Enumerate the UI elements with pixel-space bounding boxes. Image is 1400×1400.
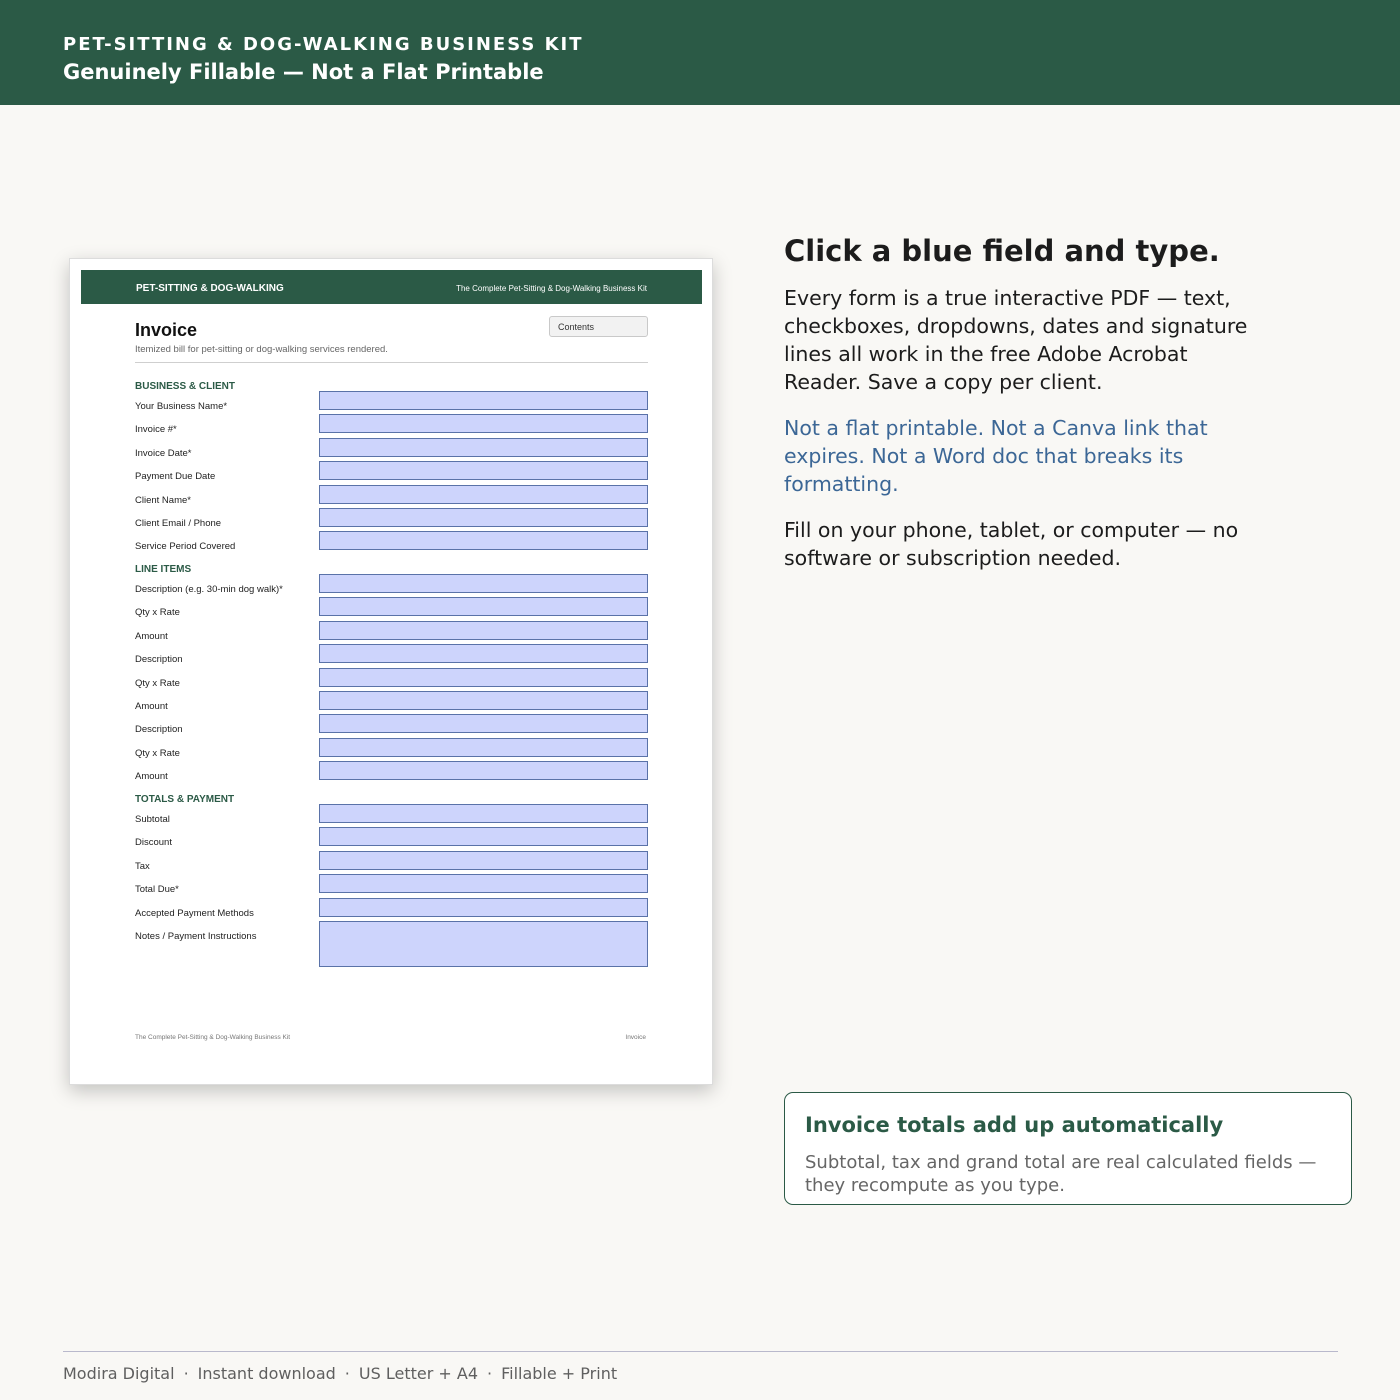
form-field-label: Subtotal	[135, 814, 170, 825]
form-input-field[interactable]	[319, 804, 648, 823]
form-field-label: Description (e.g. 30-min dog walk)*	[135, 584, 283, 595]
form-input-field[interactable]	[319, 574, 648, 593]
form-field-label: Payment Due Date	[135, 471, 216, 483]
form-field-label: Client Email / Phone	[135, 518, 222, 529]
form-title: Invoice	[135, 320, 198, 340]
paragraph-devices: Fill on your phone, tablet, or computer — no software or subscription needed.	[784, 518, 1239, 570]
form-field-label: Qty x Rate	[135, 607, 180, 619]
form-field-label: Service Period Covered	[135, 541, 236, 553]
form-input-field[interactable]	[319, 738, 648, 757]
form-section-title: BUSINESS & CLIENT	[135, 381, 236, 392]
form-input-field[interactable]	[319, 391, 648, 410]
form-input-field[interactable]	[319, 898, 648, 917]
paragraph-not-flat: Not a flat printable. Not a Canva link that expires. Not a Word doc that breaks its formatting.	[784, 416, 1208, 496]
form-input-field[interactable]	[319, 921, 648, 967]
form-field-label: Amount	[135, 630, 168, 642]
form-brand: PET-SITTING & DOG-WALKING	[136, 283, 284, 294]
form-field-label: Discount	[135, 837, 172, 849]
form-input-field[interactable]	[319, 714, 648, 733]
form-field-label: Description	[135, 654, 183, 666]
form-input-field[interactable]	[319, 691, 648, 710]
form-input-field[interactable]	[319, 461, 648, 480]
form-subtitle: Itemized bill for pet-sitting or dog-walking services rendered.	[135, 344, 388, 355]
form-header-bar	[81, 270, 702, 304]
invoice-form-preview	[69, 258, 713, 1085]
paragraph-interactive: Every form is a true interactive PDF — text, checkboxes, dropdowns, dates and signature lines all work in the free Adobe Acrobat Reader. Save a copy per client.	[784, 286, 1248, 394]
footer-bar	[63, 1364, 617, 1383]
form-field-label: Invoice Date*	[135, 447, 192, 459]
form-footer-right: Invoice	[625, 1034, 646, 1041]
tagline: Genuinely Fillable — Not a Flat Printable	[63, 60, 544, 84]
form-field-label: Client Name*	[135, 494, 191, 506]
top-banner	[0, 0, 1400, 105]
form-input-field[interactable]	[319, 485, 648, 504]
form-input-field[interactable]	[319, 644, 648, 663]
footer-separator: ·	[344, 1364, 350, 1383]
form-input-field[interactable]	[319, 414, 648, 433]
footer-item: US Letter + A4	[358, 1364, 478, 1383]
form-input-field[interactable]	[319, 621, 648, 640]
form-field-label: Accepted Payment Methods	[135, 907, 254, 919]
form-input-field[interactable]	[319, 874, 648, 893]
form-field-label: Your Business Name*	[135, 401, 228, 412]
form-field-label: Invoice #*	[135, 424, 177, 436]
form-footer-left: The Complete Pet-Sitting & Dog-Walking Business Kit	[135, 1034, 291, 1041]
form-field-label: Qty x Rate	[135, 677, 180, 689]
footer-item: Modira Digital	[63, 1364, 175, 1383]
callout-title: Invoice totals add up automatically	[805, 1113, 1224, 1137]
callout-body: Subtotal, tax and grand total are real calculated fields — they recompute as you type.	[805, 1152, 1317, 1196]
form-field-label: Amount	[135, 771, 168, 783]
form-section-title: LINE ITEMS	[135, 564, 192, 575]
headline: Click a blue field and type.	[784, 234, 1220, 268]
footer-divider	[63, 1351, 1338, 1352]
form-field-label: Notes / Payment Instructions	[135, 931, 257, 942]
form-input-field[interactable]	[319, 597, 648, 616]
form-field-label: Description	[135, 724, 183, 736]
callout-box	[784, 1092, 1352, 1205]
footer-item: Instant download	[197, 1364, 336, 1383]
contents-button[interactable]: Contents	[549, 316, 648, 337]
title-divider	[135, 362, 648, 363]
form-input-field[interactable]	[319, 531, 648, 550]
form-section-title: TOTALS & PAYMENT	[135, 794, 235, 805]
form-field-label: Qty x Rate	[135, 747, 180, 759]
form-field-label: Amount	[135, 701, 168, 712]
form-input-field[interactable]	[319, 827, 648, 846]
form-input-field[interactable]	[319, 761, 648, 780]
form-field-label: Total Due*	[135, 884, 179, 896]
form-input-field[interactable]	[319, 851, 648, 870]
form-input-field[interactable]	[319, 668, 648, 687]
footer-item: Fillable + Print	[501, 1364, 618, 1383]
footer-separator: ·	[487, 1364, 493, 1383]
footer-separator: ·	[183, 1364, 189, 1383]
kit-title: PET-SITTING & DOG-WALKING BUSINESS KIT	[63, 34, 584, 55]
form-field-label: Tax	[135, 860, 150, 872]
form-input-field[interactable]	[319, 438, 648, 457]
form-kit-name: The Complete Pet-Sitting & Dog-Walking Business Kit	[456, 284, 647, 293]
form-input-field[interactable]	[319, 508, 648, 527]
